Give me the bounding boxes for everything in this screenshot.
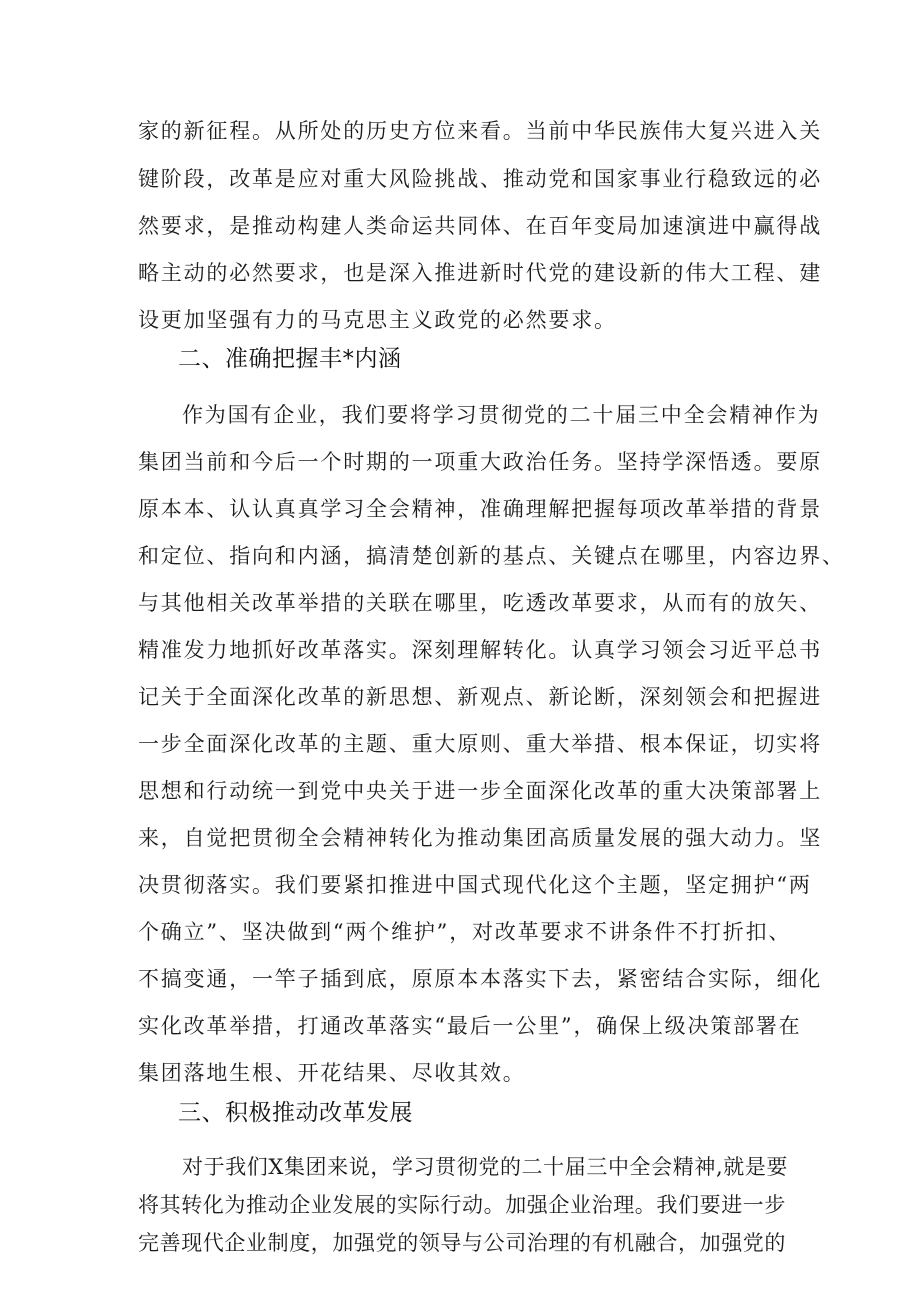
paragraph-line: 略主动的必然要求，也是深入推进新时代党的建设新的伟大工程、建	[138, 261, 822, 285]
paragraph-line: 完善现代企业制度，加强党的领导与公司治理的有机融合，加强党的	[138, 1231, 786, 1255]
paragraph-line: 和定位、指向和内涵，搞清楚创新的基点、关键点在哪里，内容边界、	[138, 544, 845, 568]
paragraph-line: 对于我们X集团来说，学习贯彻党的二十届三中全会精神,就是要	[182, 1155, 789, 1179]
paragraph-line: 来，自觉把贯彻全会精神转化为推动集团高质量发展的强大动力。坚	[138, 826, 822, 850]
paragraph-line: 键阶段，改革是应对重大风险挑战、推动党和国家事业行稳致远的必	[138, 167, 822, 191]
section-heading-3: 三、积极推动改革发展	[178, 1100, 413, 1126]
paragraph-line: 原本本、认认真真学习全会精神，准确理解把握每项改革举措的背景	[138, 497, 822, 521]
paragraph-line: 不搞变通，一竿子插到底，原原本本落实下去，紧密结合实际，细化	[138, 967, 822, 991]
paragraph-line: 与其他相关改革举措的关联在哪里，吃透改革要求，从而有的放矢、	[138, 591, 822, 615]
section-heading-2: 二、准确把握丰*内涵	[178, 346, 402, 372]
paragraph-line: 然要求，是推动构建人类命运共同体、在百年变局加速演进中赢得战	[138, 214, 822, 238]
paragraph-line: 一步全面深化改革的主题、重大原则、重大举措、根本保证，切实将	[138, 732, 822, 756]
paragraph-line: 思想和行动统一到党中央关于进一步全面深化改革的重大决策部署上	[138, 779, 822, 803]
paragraph-line: 作为国有企业，我们要将学习贯彻党的二十届三中全会精神作为	[182, 403, 821, 427]
paragraph-line: 记关于全面深化改革的新思想、新观点、新论断，深刻领会和把握进	[138, 685, 822, 709]
paragraph-line: 个确立”、坚决做到“两个维护”，对改革要求不讲条件不打折扣、	[138, 920, 792, 944]
paragraph-line: 实化改革举措，打通改革落实“最后一公里”，确保上级决策部署在	[138, 1014, 802, 1038]
paragraph-line: 决贯彻落实。我们要紧扣推进中国式现代化这个主题，坚定拥护“两	[138, 873, 812, 897]
paragraph-line: 设更加坚强有力的马克思主义政党的必然要求。	[138, 308, 617, 332]
paragraph-line: 集团当前和今后一个时期的一项重大政治任务。坚持学深悟透。要原	[138, 450, 822, 474]
paragraph-line: 精准发力地抓好改革落实。深刻理解转化。认真学习领会习近平总书	[138, 638, 822, 662]
paragraph-line: 将其转化为推动企业发展的实际行动。加强企业治理。我们要进一步	[138, 1193, 786, 1217]
paragraph-line: 家的新征程。从所处的历史方位来看。当前中华民族伟大复兴进入关	[138, 119, 822, 143]
paragraph-line: 集团落地生根、开花结果、尽收其效。	[138, 1061, 526, 1085]
